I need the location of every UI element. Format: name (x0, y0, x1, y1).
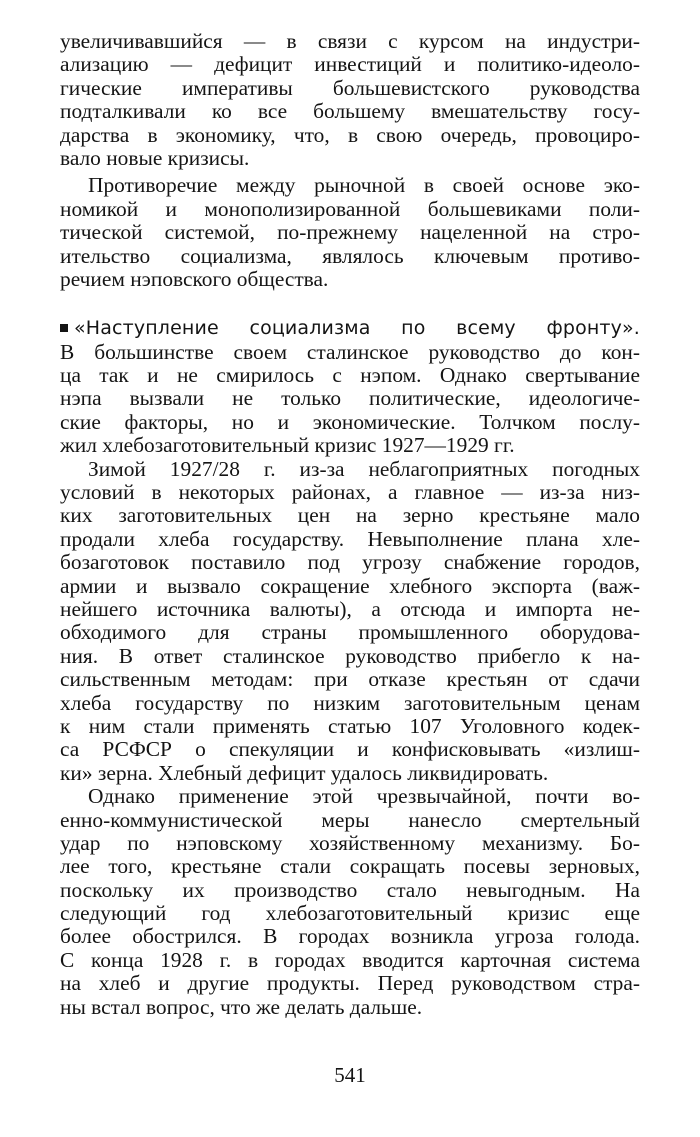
text-line: на хлеб и другие продукты. Перед руководством стра- (60, 972, 640, 996)
text-line: удар по нэповскому хозяйственному механизму. Бо- (60, 831, 640, 855)
text-line: ки» зерна. Хлебный дефицит удалось ликвидировать. (60, 761, 549, 785)
text-line: следующий год хлебозаготовительный кризис еще (60, 902, 640, 926)
paragraph-consequences (60, 785, 640, 1019)
text-line: бозаготовок поставило под угрозу снабжение городов, (60, 551, 640, 575)
text-line: В большинстве своем сталинское руководство до кон- (60, 340, 640, 364)
paragraph-continuation (60, 30, 640, 170)
text-line: ца так и не смирилось с нэпом. Однако свертывание (60, 364, 640, 388)
text-line: продали хлеба государству. Невыполнение плана хле- (60, 527, 640, 551)
text-line: ские факторы, но и экономические. Толчком послу- (60, 410, 640, 434)
text-line: енно-коммунистической меры нанесло смертельный (60, 808, 640, 832)
square-bullet-icon (60, 324, 68, 332)
text-line: ких заготовительных цен на зерно крестьяне мало (60, 504, 640, 528)
text-line: ализацию — дефицит инвестиций и политико-идеоло- (60, 53, 640, 77)
text-line: поскольку их производство стало невыгодным. На (60, 878, 640, 902)
text-line: увеличивавшийся — в связи с курсом на индустри- (60, 30, 640, 53)
text-line: сильственным методам: при отказе крестьян от сдачи (60, 668, 640, 692)
section-heading (60, 317, 640, 340)
text-line: Зимой 1927/28 г. из-за неблагоприятных погодных (88, 457, 640, 481)
text-line: вало новые кризисы. (60, 146, 250, 170)
text-line: дарства в экономику, что, в свою очередь, провоциро- (60, 123, 640, 147)
page-number: 541 (334, 1063, 366, 1087)
text-line: хлеба государству по низким заготовительным ценам (60, 691, 640, 715)
paragraph-grain-crisis (60, 458, 640, 785)
text-line: номикой и монополизированной большевиками поли- (60, 197, 640, 221)
text-line: к ним стали применять статью 107 Уголовного кодек- (60, 714, 640, 738)
text-line: тической системой, по-прежнему нацеленной на стро- (60, 221, 640, 245)
text-line: условий в некоторых районах, а главное — из-за низ- (60, 481, 640, 505)
text-line: подталкивали ко все большему вмешательству госу- (60, 100, 640, 124)
text-line: С конца 1928 г. в городах вводится карточная система (60, 948, 640, 972)
text-line: армии и вызвало сокращение хлебного экспорта (важ- (60, 574, 640, 598)
section-heading-text: «Наступление социализма по всему фронту». (74, 317, 640, 340)
paragraph-intro (60, 341, 640, 458)
text-line: речием нэповского общества. (60, 267, 329, 291)
text-line: Однако применение этой чрезвычайной, почти во- (88, 785, 640, 809)
text-line: Противоречие между рыночной в своей основе эко- (88, 174, 640, 198)
text-line: лее того, крестьяне стали сокращать посевы зерновых, (60, 855, 640, 879)
text-line: жил хлебозаготовительный кризис 1927—1929 гг. (60, 434, 515, 458)
text-line: ительство социализма, являлось ключевым противо- (60, 244, 640, 268)
text-line: ния. В ответ сталинское руководство прибегло к на- (60, 644, 640, 668)
text-line: нэпа вызвали не только политические, идеологиче- (60, 387, 640, 411)
text-line: нейшего источника валюты), а отсюда и импорта не- (60, 597, 640, 621)
text-line: ны встал вопрос, что же делать дальше. (60, 995, 423, 1019)
text-line: более обострился. В городах возникла угроза голода. (60, 925, 640, 949)
text-line: обходимого для страны промышленного оборудова- (60, 621, 640, 645)
paragraph-contradiction (60, 174, 640, 291)
text-line: гические императивы большевистского руководства (60, 76, 640, 100)
page-body (60, 30, 640, 1019)
text-line: са РСФСР о спекуляции и конфисковывать «излиш- (60, 738, 640, 762)
